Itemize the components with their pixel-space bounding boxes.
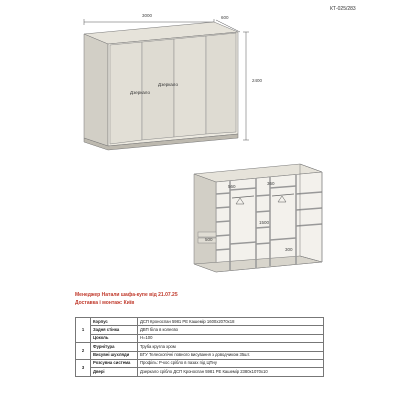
spec-key: Фурнітура [91,343,138,351]
front-view-drawing [0,0,400,160]
spec-value: Н=100 [138,334,324,342]
shelf [256,243,270,244]
height-dim-label: 2400 [252,78,263,83]
section-number: 3 [76,359,91,376]
table-row [76,351,324,359]
spec-key: Двері [91,368,138,376]
width-dim-label: 3000 [142,13,153,18]
cabinet-left-side [84,34,108,146]
spec-value: Профіль: Р-кос срібло в пазах під ЦПну [138,359,324,367]
door-4 [206,33,236,134]
spec-value: Дзеркало срібло ДСП Кроноспан 5981 PE Кашемір 2380х1070х10 [138,368,324,376]
interior-view-drawing [0,160,400,285]
door-label-mirror-2: Дзеркало [158,82,178,87]
table-row [76,318,324,326]
shelf [256,211,270,212]
shelf [256,195,270,196]
table-row [76,368,324,376]
interior-left-side [194,174,216,272]
shelf [216,207,230,208]
door-3 [174,36,206,137]
shelf [216,221,230,222]
shelf [216,249,230,250]
table-row [76,334,324,342]
delivery-note: Доставка і монтаж: Київ [75,300,135,306]
table-row [76,359,324,367]
interior-label-4: 300 [285,247,293,252]
table-row [76,343,324,351]
spec-value: ДСП Кроноспан 5981 PE Кашемір 1600х2070х18 [138,318,324,326]
shelf [256,227,270,228]
shelf [216,193,230,194]
section-number: 1 [76,318,91,343]
interior-label-3: 1500 [259,220,270,225]
order-code: КТ-025/283 [330,6,356,12]
interior-label-2: 500 [205,237,213,242]
spec-key: Корпус [91,318,138,326]
manager-note: Менеджер Натали шафа-купе від 21.07.25 [75,292,178,298]
interior-label-0: 560 [228,184,236,189]
spec-key: Цоколь [91,334,138,342]
depth-dim-label: 600 [221,15,229,20]
table-row [76,326,324,334]
spec-table [75,317,324,377]
spec-value: ДВП біла в колеєво [138,326,324,334]
spec-key: Задня стінка [91,326,138,334]
spec-key: Розсувна система [91,359,138,367]
spec-key: Висувні шухляди [91,351,138,359]
section-number: 2 [76,343,91,360]
shelf [216,235,230,236]
door-label-mirror-1: Дзеркало [130,90,150,95]
interior-label-1: 360 [267,181,275,186]
spec-value: БТУ Телескопічні повного висування з доводчиком 35шт. [138,351,324,359]
spec-value: Труба кругла хром [138,343,324,351]
